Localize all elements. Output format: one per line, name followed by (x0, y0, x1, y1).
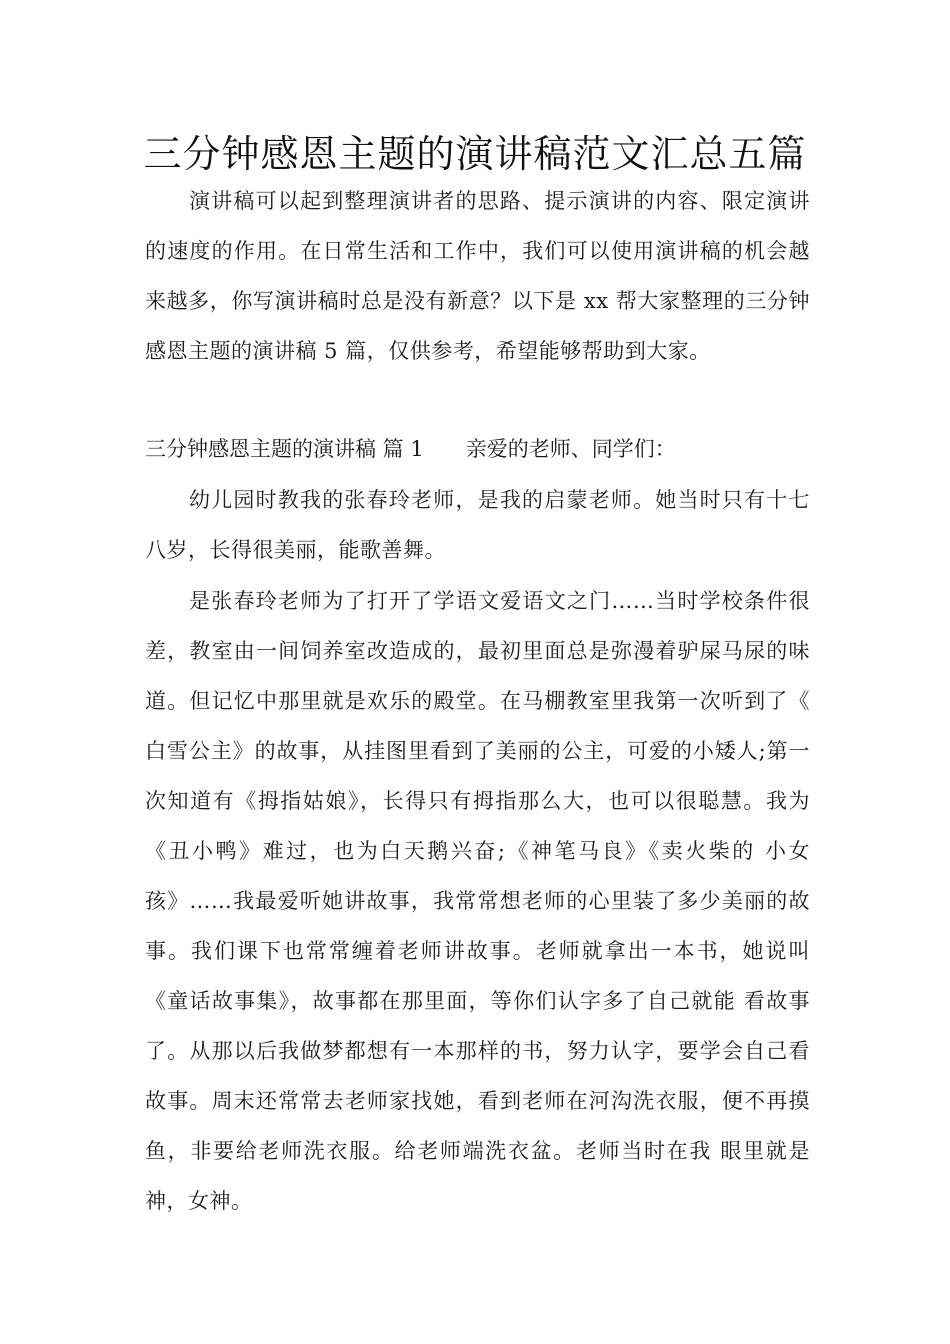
salutation: 亲爱的老师、同学们： (465, 437, 676, 461)
section-heading: 三分钟感恩主题的演讲稿 篇 1 (145, 437, 424, 461)
body-paragraph-2: 是张春玲老师为了打开了学语文爱语文之门……当时学校条件很差，教室由一间饲养室改造成的，最初里面总是弥漫着驴屎马尿的味道。但记忆中那里就是欢乐的殿堂。在马棚教室里我第一次听到了《 白雪公主》的故事，从挂图里看到了美丽的公主，可爱的小矮人;第一次知道有《拇指姑娘》，长得只有拇指那么大，也可以很聪慧。我为《丑小鸭》难过，也为白天鹅兴奋;《神笔马良》《卖火柴的 小女孩》……我最爱听她讲故事，我常常想老师的心里装了多少美丽的故事。我们课下也常常缠着老师讲故事。老师就拿出一本书，她说叫《童话故事集》，故事都在那里面，等你们认字多了自己就能 看故事了。从那以后我做梦都想有一本那样的书，努力认字，要学会自己看故事。周末还常常去老师家找她，看到老师在河沟洗衣服，便不再摸鱼，非要给老师洗衣服。给老师端洗衣盆。老师当时在我 眼里就是神，女神。 (145, 589, 810, 1213)
document-title: 三分钟感恩主题的演讲稿范文汇总五篇 (143, 132, 807, 176)
section-heading-line (145, 424, 810, 474)
intro-paragraph: 演讲稿可以起到整理演讲者的思路、提示演讲的内容、限定演讲的速度的作用。在日常生活和工作中，我们可以使用演讲稿的机会越来越多，你写演讲稿时总是没有新意？以下是 xx 帮大家整理的三分钟感恩主题的演讲稿 5 篇，仅供参考，希望能够帮助到大家。 (145, 189, 810, 363)
body-paragraph-1: 幼儿园时教我的张春玲老师，是我的启蒙老师。她当时只有十七八岁，长得很美丽，能歌善舞。 (145, 488, 810, 562)
